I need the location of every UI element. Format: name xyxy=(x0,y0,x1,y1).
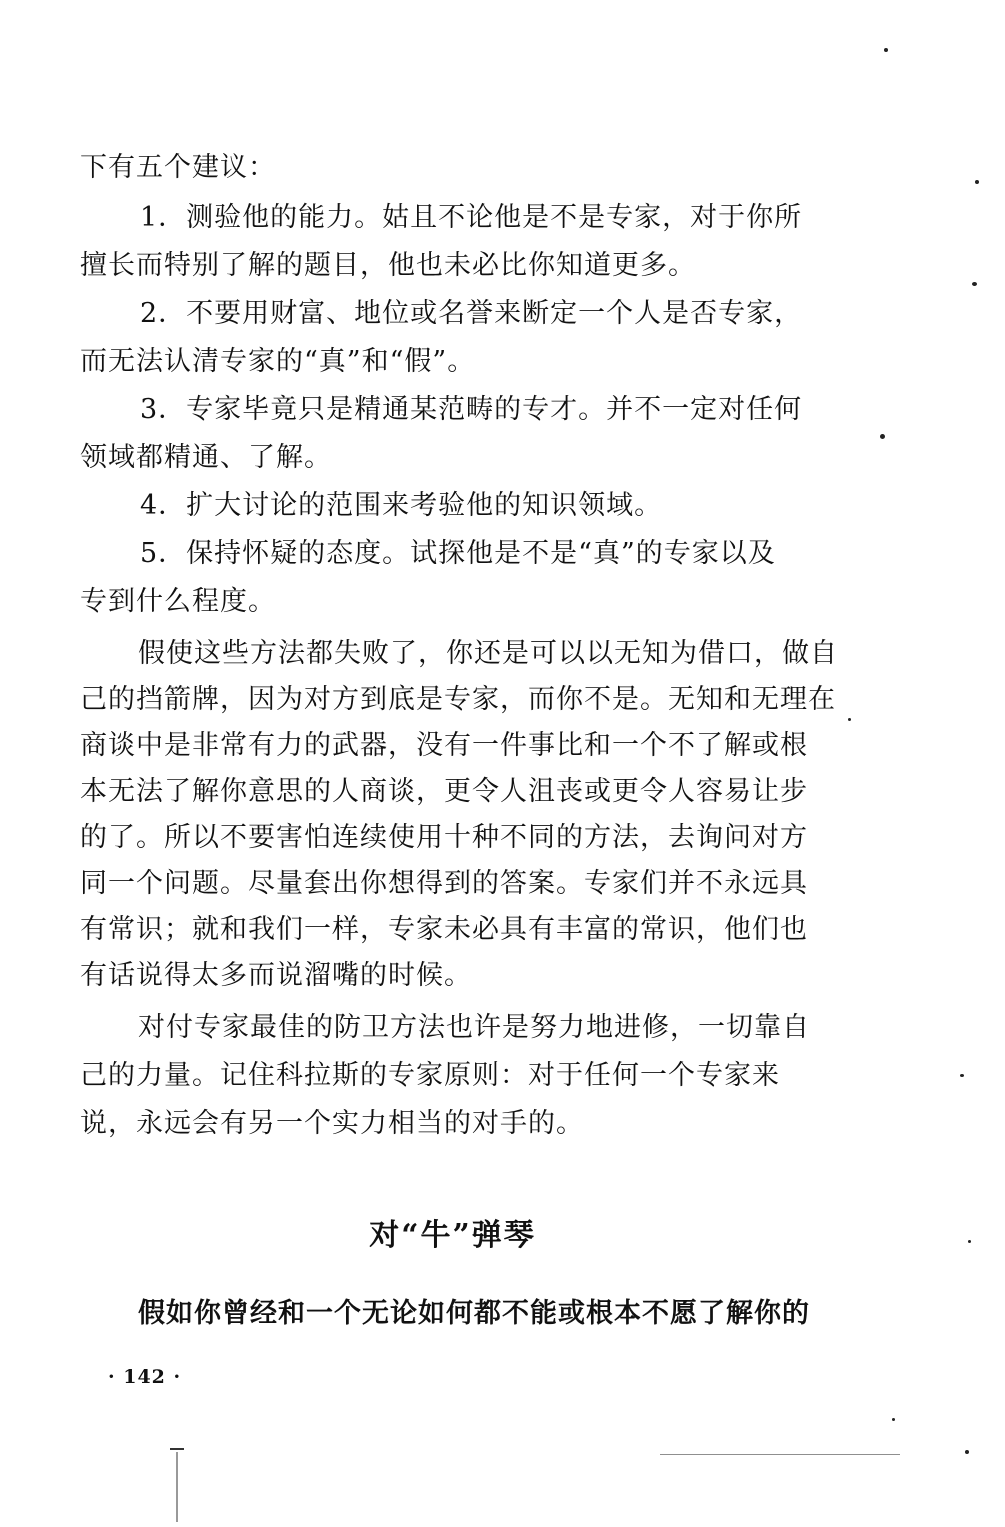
paragraph-line: 本无法了解你意思的人商谈，更令人沮丧或更令人容易让步 xyxy=(80,776,808,807)
list-item-4-line-1: 4．扩大讨论的范围来考验他的知识领域。 xyxy=(140,490,663,521)
scan-speck xyxy=(960,1074,964,1077)
paragraph-line: 同一个问题。尽量套出你想得到的答案。专家们并不永远具 xyxy=(80,868,808,899)
paragraph-line: 有话说得太多而说溜嘴的时候。 xyxy=(80,960,472,991)
list-item-1-line-2: 擅长而特别了解的题目，他也未必比你知道更多。 xyxy=(80,250,696,281)
binding-mark xyxy=(176,1452,178,1522)
paragraph-line: 假使这些方法都失败了，你还是可以以无知为借口，做自 xyxy=(138,638,838,669)
scan-speck xyxy=(848,718,851,721)
scan-speck xyxy=(884,48,888,52)
paragraph-line: 商谈中是非常有力的武器，没有一件事比和一个不了解或根 xyxy=(80,730,808,761)
binding-mark xyxy=(170,1448,184,1450)
paragraph-line: 说，永远会有另一个实力相当的对手的。 xyxy=(80,1108,584,1139)
paragraph-line: 对付专家最佳的防卫方法也许是努力地进修，一切靠自 xyxy=(138,1012,810,1043)
list-item-3-line-1: 3．专家毕竟只是精通某范畴的专才。并不一定对任何 xyxy=(140,394,803,425)
paragraph-line: 有常识；就和我们一样，专家未必具有丰富的常识，他们也 xyxy=(80,914,808,945)
section-first-line: 假如你曾经和一个无论如何都不能或根本不愿了解你的 xyxy=(138,1298,810,1329)
scan-line xyxy=(660,1454,900,1455)
scan-speck xyxy=(975,180,979,184)
scan-speck xyxy=(880,434,885,439)
list-item-5-line-2: 专到什么程度。 xyxy=(80,586,276,617)
paragraph-line: 己的挡箭牌，因为对方到底是专家，而你不是。无知和无理在 xyxy=(80,684,836,715)
text-line: 下有五个建议： xyxy=(80,152,276,183)
scan-speck xyxy=(968,1240,971,1243)
list-item-2-line-2: 而无法认清专家的“真”和“假”。 xyxy=(80,346,476,377)
list-item-5-line-1: 5．保持怀疑的态度。试探他是不是“真”的专家以及 xyxy=(140,538,776,569)
paragraph-line: 己的力量。记住科拉斯的专家原则：对于任何一个专家来 xyxy=(80,1060,780,1091)
paragraph-line: 的了。所以不要害怕连续使用十种不同的方法，去询问对方 xyxy=(80,822,808,853)
page-number: · 142 · xyxy=(108,1366,182,1388)
scan-speck xyxy=(892,1418,895,1421)
scan-speck xyxy=(972,282,977,286)
list-item-2-line-1: 2．不要用财富、地位或名誉来断定一个人是否专家， xyxy=(140,298,803,329)
scan-speck xyxy=(965,1450,969,1454)
list-item-1-line-1: 1．测验他的能力。姑且不论他是不是专家，对于你所 xyxy=(140,202,803,233)
list-item-3-line-2: 领域都精通、了解。 xyxy=(80,442,332,473)
section-heading: 对“牛”弹琴 xyxy=(369,1218,536,1253)
